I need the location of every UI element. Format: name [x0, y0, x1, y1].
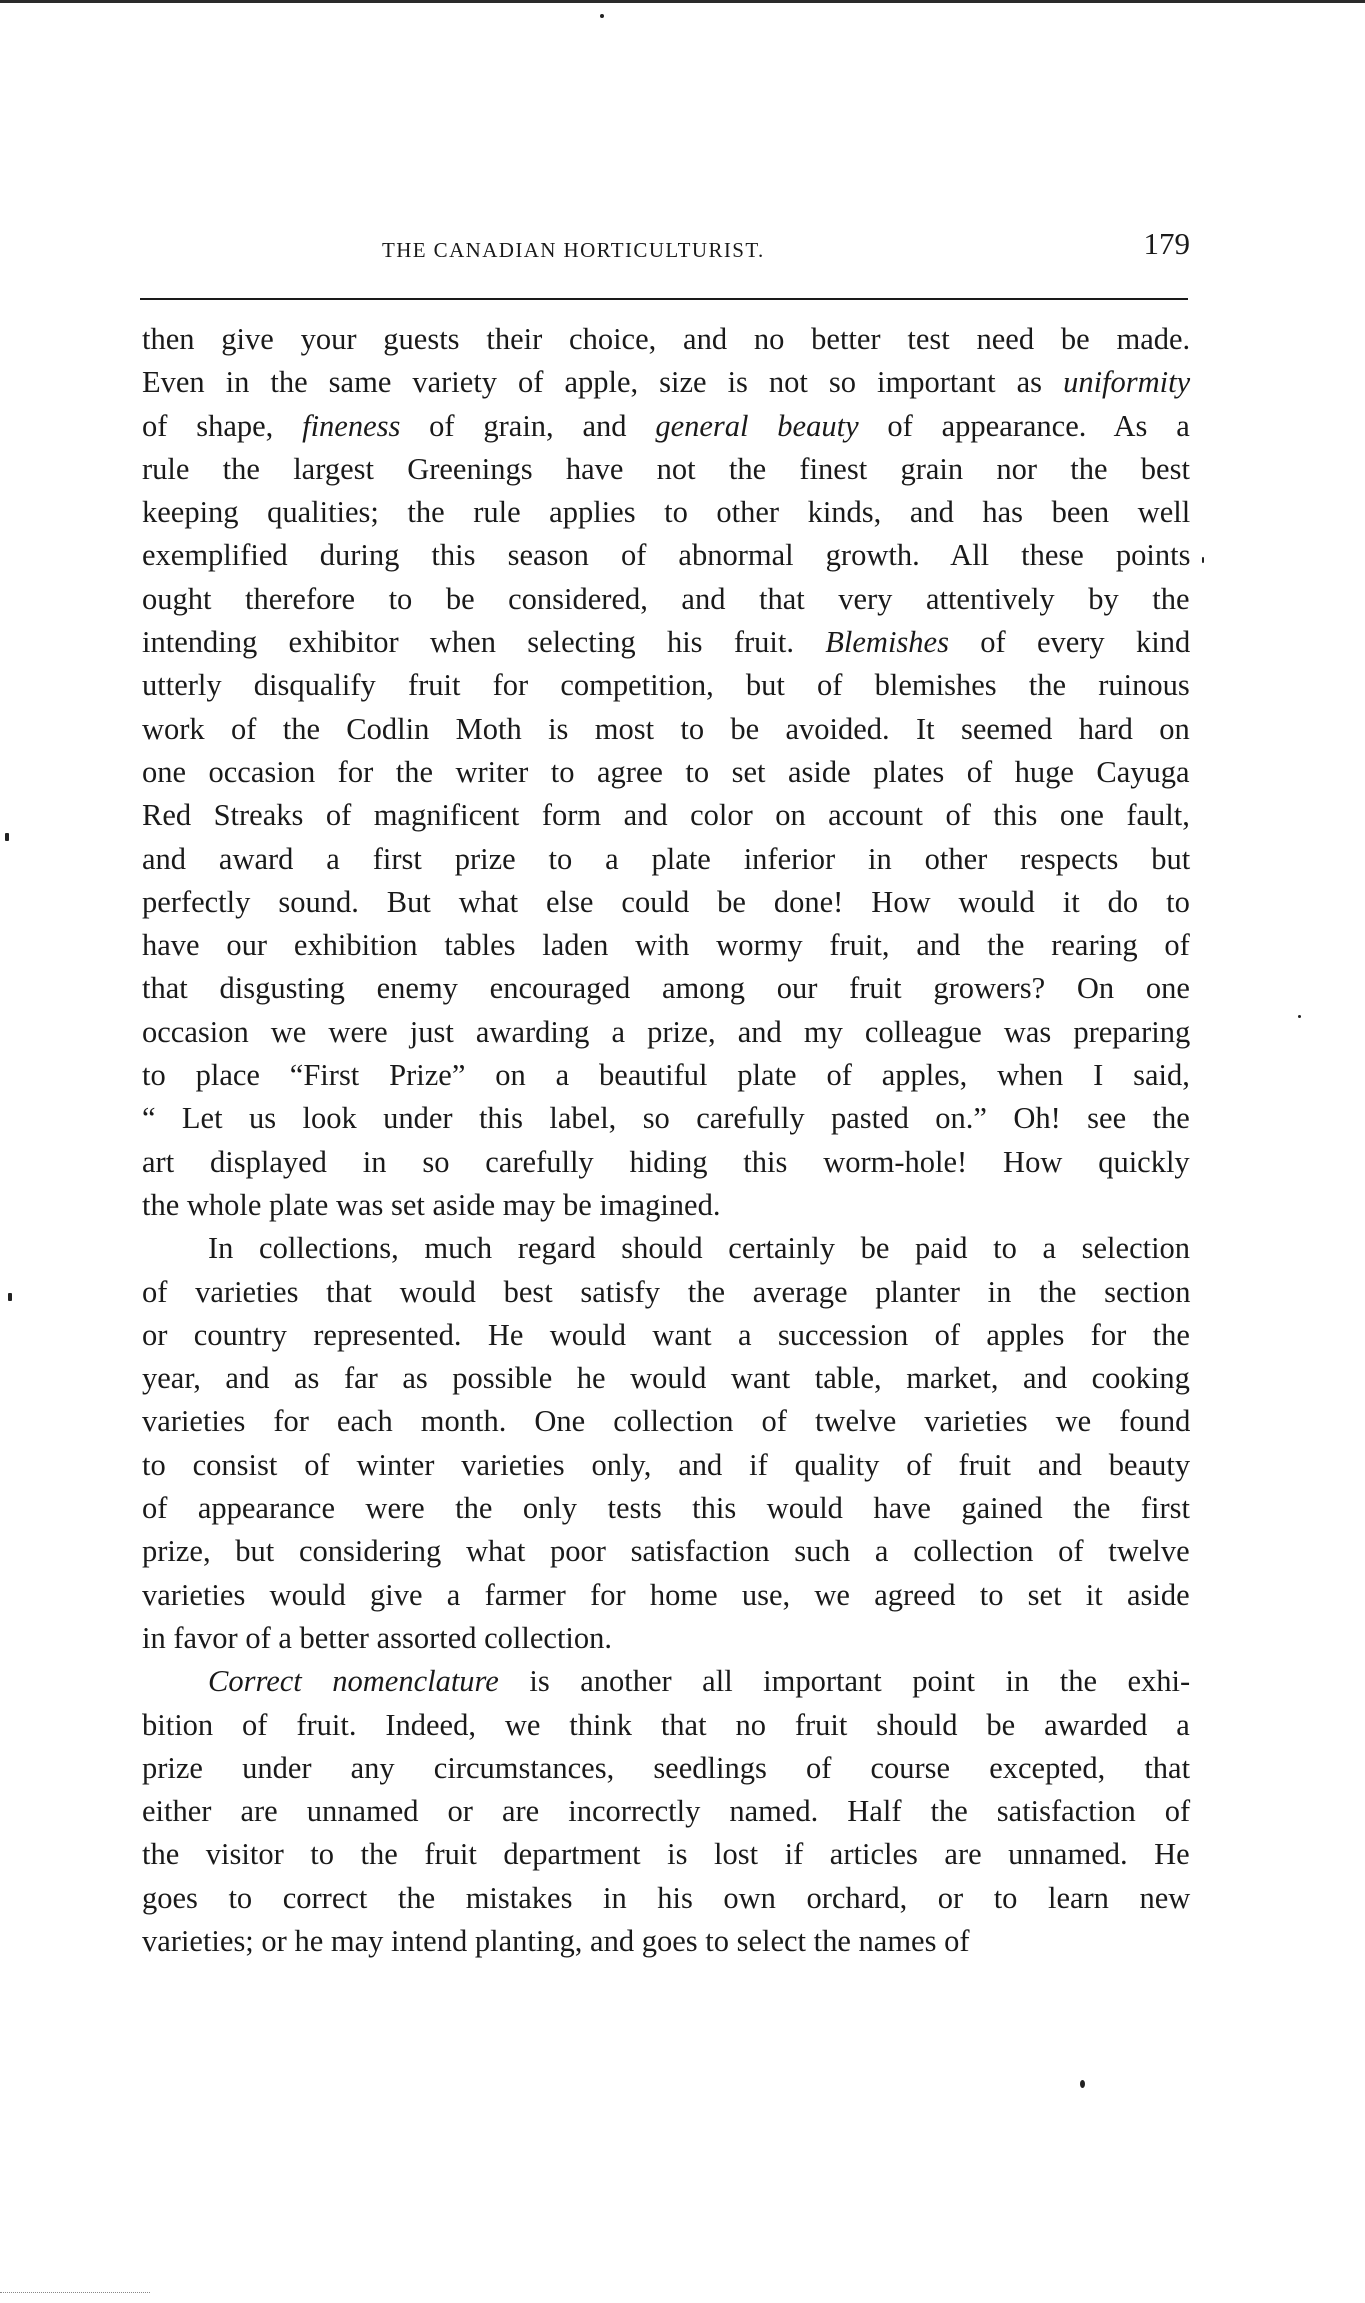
- header-rule: [140, 298, 1188, 300]
- top-scan-edge: [0, 0, 1365, 3]
- running-header: [140, 226, 1190, 272]
- text-line: Even in the same variety of apple, size is not so important as uniformity: [142, 365, 1191, 400]
- italic-phrase: uniformity: [1063, 365, 1191, 400]
- text-line: occasion we were just awarding a prize, and my colleague was preparing: [142, 1014, 1191, 1049]
- page-number: 179: [1143, 226, 1190, 261]
- text-line: perfectly sound. But what else could be done! How would it do to: [142, 884, 1190, 919]
- text-line: of varieties that would best satisfy the average planter in the section: [142, 1274, 1191, 1309]
- text-line: prize under any circumstances, seedlings of course excepted, that: [142, 1750, 1191, 1785]
- text-line: In collections, much regard should certainly be paid to a selection: [208, 1231, 1191, 1266]
- scan-speck: [1080, 2080, 1085, 2088]
- text-line: to place “First Prize” on a beautiful plate of apples, when I said,: [142, 1058, 1190, 1093]
- scan-speck: [1202, 557, 1204, 563]
- text-line: intending exhibitor when selecting his fruit. Blemishes of every kind: [142, 625, 1191, 660]
- scan-speck: [8, 1293, 12, 1301]
- text-line: utterly disqualify fruit for competition, but of blemishes the ruinous: [142, 668, 1190, 703]
- scan-speck: [5, 833, 9, 841]
- italic-phrase: Blemishes: [825, 625, 949, 660]
- text-line: Red Streaks of magnificent form and color on account of this one fault,: [142, 798, 1190, 833]
- text-line: then give your guests their choice, and no better test need be made.: [142, 322, 1191, 356]
- text-line: rule the largest Greenings have not the finest grain nor the best: [142, 451, 1190, 486]
- paragraph: [142, 318, 1190, 1227]
- text-line: bition of fruit. Indeed, we think that no fruit should be awarded a: [142, 1707, 1190, 1742]
- paragraph: [142, 1227, 1190, 1660]
- text-line: year, and as far as possible he would want table, market, and cooking: [142, 1361, 1190, 1396]
- italic-phrase: general beauty: [655, 408, 859, 443]
- text-line: of shape, fineness of grain, and general beauty of appearance. As a: [142, 408, 1190, 443]
- text-line: goes to correct the mistakes in his own orchard, or to learn new: [142, 1880, 1191, 1915]
- text-line: one occasion for the writer to agree to set aside plates of huge Cayuga: [142, 754, 1190, 789]
- text-line: and award a first prize to a plate inferior in other respects but: [142, 841, 1191, 876]
- text-line: the visitor to the fruit department is lost if articles are unnamed. He: [142, 1837, 1190, 1872]
- running-title: THE CANADIAN HORTICULTURIST.: [382, 238, 765, 262]
- text-line: keeping qualities; the rule applies to other kinds, and has been well: [142, 495, 1191, 530]
- paragraph: [142, 1660, 1190, 1963]
- text-line: have our exhibition tables laden with wormy fruit, and the rearing of: [142, 928, 1190, 963]
- text-line: varieties; or he may intend planting, and goes to select the names of: [142, 1923, 970, 1958]
- bottom-scan-edge: [0, 2292, 150, 2303]
- scan-speck: [1298, 1015, 1301, 1018]
- text-line: of appearance were the only tests this would have gained the first: [142, 1491, 1190, 1526]
- italic-phrase: Correct nomenclature: [208, 1664, 499, 1699]
- text-line: Correct nomenclature is another all important point in the exhi-: [208, 1664, 1191, 1699]
- text-line: art displayed in so carefully hiding this worm-hole! How quickly: [142, 1144, 1190, 1179]
- text-line: that disgusting enemy encouraged among our fruit growers? On one: [142, 971, 1190, 1006]
- text-line: prize, but considering what poor satisfaction such a collection of twelve: [142, 1534, 1190, 1569]
- text-line: the whole plate was set aside may be imagined.: [142, 1187, 721, 1222]
- text-line: varieties would give a farmer for home use, we agreed to set it aside: [142, 1577, 1190, 1612]
- italic-phrase: fineness: [302, 408, 401, 443]
- text-line: either are unnamed or are incorrectly named. Half the satisfaction of: [142, 1794, 1191, 1829]
- text-line: “ Let us look under this label, so carefully pasted on.” Oh! see the: [142, 1101, 1190, 1136]
- text-line: exemplified during this season of abnormal growth. All these points: [142, 538, 1191, 573]
- text-line: ought therefore to be considered, and that very attentively by the: [142, 581, 1190, 616]
- body-text: [142, 318, 1190, 1963]
- scan-speck: [600, 14, 604, 18]
- text-line: to consist of winter varieties only, and if quality of fruit and beauty: [142, 1447, 1191, 1482]
- text-line: work of the Codlin Moth is most to be avoided. It seemed hard on: [142, 711, 1190, 746]
- text-line: or country represented. He would want a succession of apples for the: [142, 1317, 1190, 1352]
- text-line: varieties for each month. One collection of twelve varieties we found: [142, 1404, 1191, 1439]
- text-line: in favor of a better assorted collection.: [142, 1620, 613, 1655]
